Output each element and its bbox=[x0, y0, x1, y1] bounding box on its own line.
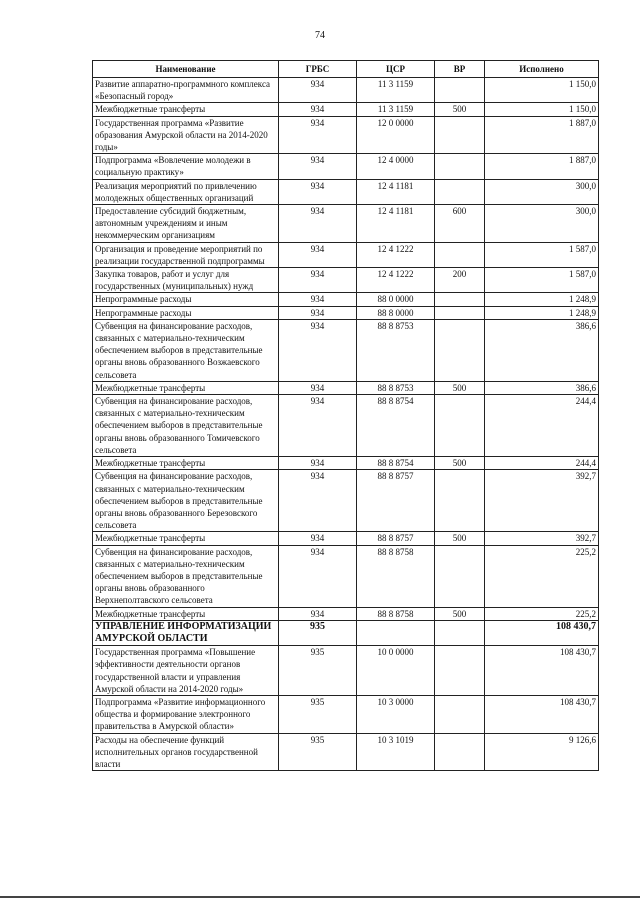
cell-vr bbox=[435, 545, 485, 607]
cell-csr: 88 8 8753 bbox=[357, 381, 435, 394]
cell-csr: 12 4 1181 bbox=[357, 179, 435, 204]
cell-done: 300,0 bbox=[485, 205, 599, 243]
table-row bbox=[93, 470, 599, 532]
cell-vr bbox=[435, 646, 485, 696]
cell-vr: 600 bbox=[435, 205, 485, 243]
cell-done: 300,0 bbox=[485, 179, 599, 204]
cell-csr: 88 8 8757 bbox=[357, 470, 435, 532]
cell-done: 386,6 bbox=[485, 381, 599, 394]
cell-done: 108 430,7 bbox=[485, 695, 599, 733]
header-grbs: ГРБС bbox=[279, 61, 357, 78]
table-row bbox=[93, 293, 599, 306]
cell-grbs: 935 bbox=[279, 646, 357, 696]
cell-grbs: 935 bbox=[279, 733, 357, 771]
cell-vr: 500 bbox=[435, 103, 485, 116]
cell-csr: 88 8 8758 bbox=[357, 545, 435, 607]
cell-done: 1 887,0 bbox=[485, 154, 599, 179]
table-row bbox=[93, 242, 599, 267]
table-row bbox=[93, 381, 599, 394]
header-vr: ВР bbox=[435, 61, 485, 78]
cell-done: 108 430,7 bbox=[485, 646, 599, 696]
cell-vr: 500 bbox=[435, 457, 485, 470]
cell-name: Межбюджетные трансферты bbox=[93, 103, 279, 116]
cell-grbs: 934 bbox=[279, 470, 357, 532]
header-csr: ЦСР bbox=[357, 61, 435, 78]
cell-vr bbox=[435, 620, 485, 645]
cell-done: 9 126,6 bbox=[485, 733, 599, 771]
cell-csr: 88 8 8754 bbox=[357, 395, 435, 457]
cell-name: Подпрограмма «Развитие информационного общества и формирование электронного правительства в Амурской области» bbox=[93, 695, 279, 733]
cell-csr: 12 4 1181 bbox=[357, 205, 435, 243]
cell-grbs: 934 bbox=[279, 78, 357, 103]
cell-vr bbox=[435, 154, 485, 179]
cell-csr: 88 0 0000 bbox=[357, 293, 435, 306]
cell-vr bbox=[435, 395, 485, 457]
cell-name: Межбюджетные трансферты bbox=[93, 607, 279, 620]
cell-grbs: 934 bbox=[279, 103, 357, 116]
table-row bbox=[93, 695, 599, 733]
page-number: 74 bbox=[315, 30, 325, 41]
table-header-row bbox=[93, 61, 599, 78]
cell-grbs: 934 bbox=[279, 154, 357, 179]
cell-done: 392,7 bbox=[485, 470, 599, 532]
cell-vr bbox=[435, 116, 485, 154]
cell-done: 1 587,0 bbox=[485, 242, 599, 267]
table-row bbox=[93, 607, 599, 620]
table-row bbox=[93, 78, 599, 103]
cell-name: Расходы на обеспечение функций исполнительных органов государственной власти bbox=[93, 733, 279, 771]
cell-csr: 12 4 1222 bbox=[357, 242, 435, 267]
table-row bbox=[93, 620, 599, 645]
cell-grbs: 934 bbox=[279, 242, 357, 267]
cell-name: Непрограммные расходы bbox=[93, 293, 279, 306]
cell-grbs: 934 bbox=[279, 381, 357, 394]
cell-name: Субвенция на финансирование расходов, связанных с материально-техническим обеспечением выборов в представительные органы вновь образованного Томичевского сельсовета bbox=[93, 395, 279, 457]
cell-done: 1 887,0 bbox=[485, 116, 599, 154]
cell-grbs: 934 bbox=[279, 268, 357, 293]
cell-name: Реализация мероприятий по привлечению молодежных общественных организаций bbox=[93, 179, 279, 204]
cell-name: Субвенция на финансирование расходов, связанных с материально-техническим обеспечением выборов в представительные органы вновь образованного Березовского сельсовета bbox=[93, 470, 279, 532]
table-row bbox=[93, 733, 599, 771]
cell-name: Закупка товаров, работ и услуг для государственных (муниципальных) нужд bbox=[93, 268, 279, 293]
cell-vr bbox=[435, 293, 485, 306]
table-row bbox=[93, 306, 599, 319]
cell-done: 392,7 bbox=[485, 532, 599, 545]
cell-done: 386,6 bbox=[485, 319, 599, 381]
cell-grbs: 934 bbox=[279, 179, 357, 204]
cell-name: Межбюджетные трансферты bbox=[93, 381, 279, 394]
cell-csr: 88 8 8754 bbox=[357, 457, 435, 470]
cell-csr: 11 3 1159 bbox=[357, 103, 435, 116]
table-row bbox=[93, 457, 599, 470]
cell-done: 1 150,0 bbox=[485, 78, 599, 103]
table-row bbox=[93, 268, 599, 293]
cell-grbs: 934 bbox=[279, 319, 357, 381]
cell-vr: 500 bbox=[435, 532, 485, 545]
table-row bbox=[93, 205, 599, 243]
cell-done: 244,4 bbox=[485, 457, 599, 470]
cell-csr: 12 4 1222 bbox=[357, 268, 435, 293]
cell-vr bbox=[435, 733, 485, 771]
cell-vr bbox=[435, 695, 485, 733]
cell-csr: 10 3 0000 bbox=[357, 695, 435, 733]
cell-name: Государственная программа «Развитие образования Амурской области на 2014-2020 годы» bbox=[93, 116, 279, 154]
cell-name: Межбюджетные трансферты bbox=[93, 457, 279, 470]
cell-vr: 500 bbox=[435, 381, 485, 394]
cell-done: 1 150,0 bbox=[485, 103, 599, 116]
cell-vr: 500 bbox=[435, 607, 485, 620]
cell-csr: 88 8 0000 bbox=[357, 306, 435, 319]
table-row bbox=[93, 545, 599, 607]
cell-name: Государственная программа «Повышение эффективности деятельности органов государственной власти и управления Амурской области на 2014-2020 годы» bbox=[93, 646, 279, 696]
table-row bbox=[93, 395, 599, 457]
table-row bbox=[93, 154, 599, 179]
cell-csr: 88 8 8758 bbox=[357, 607, 435, 620]
cell-csr: 10 3 1019 bbox=[357, 733, 435, 771]
cell-grbs: 935 bbox=[279, 695, 357, 733]
cell-name: Предоставление субсидий бюджетным, автономным учреждениям и иным некоммерческим организациям bbox=[93, 205, 279, 243]
cell-grbs: 934 bbox=[279, 532, 357, 545]
cell-done: 108 430,7 bbox=[485, 620, 599, 645]
cell-vr: 200 bbox=[435, 268, 485, 293]
cell-grbs: 934 bbox=[279, 395, 357, 457]
cell-name: Непрограммные расходы bbox=[93, 306, 279, 319]
cell-csr bbox=[357, 620, 435, 645]
cell-csr: 12 4 0000 bbox=[357, 154, 435, 179]
cell-vr bbox=[435, 319, 485, 381]
cell-done: 244,4 bbox=[485, 395, 599, 457]
budget-table bbox=[92, 60, 599, 771]
cell-grbs: 934 bbox=[279, 116, 357, 154]
table-row bbox=[93, 532, 599, 545]
cell-done: 1 248,9 bbox=[485, 293, 599, 306]
cell-csr: 88 8 8757 bbox=[357, 532, 435, 545]
cell-grbs: 934 bbox=[279, 545, 357, 607]
header-name: Наименование bbox=[93, 61, 279, 78]
cell-name: Субвенция на финансирование расходов, связанных с материально-техническим обеспечением выборов в представительные органы вновь образованного Возжаевского сельсовета bbox=[93, 319, 279, 381]
table-row bbox=[93, 116, 599, 154]
table-row bbox=[93, 646, 599, 696]
cell-name: Субвенция на финансирование расходов, связанных с материально-техническим обеспечением выборов в представительные органы вновь образованного Верхнеполтавского сельсовета bbox=[93, 545, 279, 607]
header-done: Исполнено bbox=[485, 61, 599, 78]
cell-done: 225,2 bbox=[485, 545, 599, 607]
cell-done: 1 248,9 bbox=[485, 306, 599, 319]
table-body bbox=[93, 78, 599, 771]
table-row bbox=[93, 179, 599, 204]
cell-vr bbox=[435, 179, 485, 204]
cell-csr: 12 0 0000 bbox=[357, 116, 435, 154]
cell-grbs: 934 bbox=[279, 205, 357, 243]
cell-csr: 88 8 8753 bbox=[357, 319, 435, 381]
cell-vr bbox=[435, 78, 485, 103]
table-row bbox=[93, 319, 599, 381]
table-row bbox=[93, 103, 599, 116]
cell-csr: 10 0 0000 bbox=[357, 646, 435, 696]
cell-name: Подпрограмма «Вовлечение молодежи в социальную практику» bbox=[93, 154, 279, 179]
cell-grbs: 935 bbox=[279, 620, 357, 645]
cell-grbs: 934 bbox=[279, 457, 357, 470]
cell-name: Межбюджетные трансферты bbox=[93, 532, 279, 545]
cell-name: Развитие аппаратно-программного комплекса «Безопасный город» bbox=[93, 78, 279, 103]
cell-done: 1 587,0 bbox=[485, 268, 599, 293]
cell-vr bbox=[435, 242, 485, 267]
cell-vr bbox=[435, 470, 485, 532]
cell-name: УПРАВЛЕНИЕ ИНФОРМАТИЗАЦИИ АМУРСКОЙ ОБЛАСТИ bbox=[93, 620, 279, 645]
cell-name: Организация и проведение мероприятий по реализации государственной подпрограммы bbox=[93, 242, 279, 267]
cell-grbs: 934 bbox=[279, 607, 357, 620]
cell-done: 225,2 bbox=[485, 607, 599, 620]
page-bottom-border bbox=[0, 896, 640, 898]
cell-grbs: 934 bbox=[279, 293, 357, 306]
cell-grbs: 934 bbox=[279, 306, 357, 319]
cell-csr: 11 3 1159 bbox=[357, 78, 435, 103]
cell-vr bbox=[435, 306, 485, 319]
